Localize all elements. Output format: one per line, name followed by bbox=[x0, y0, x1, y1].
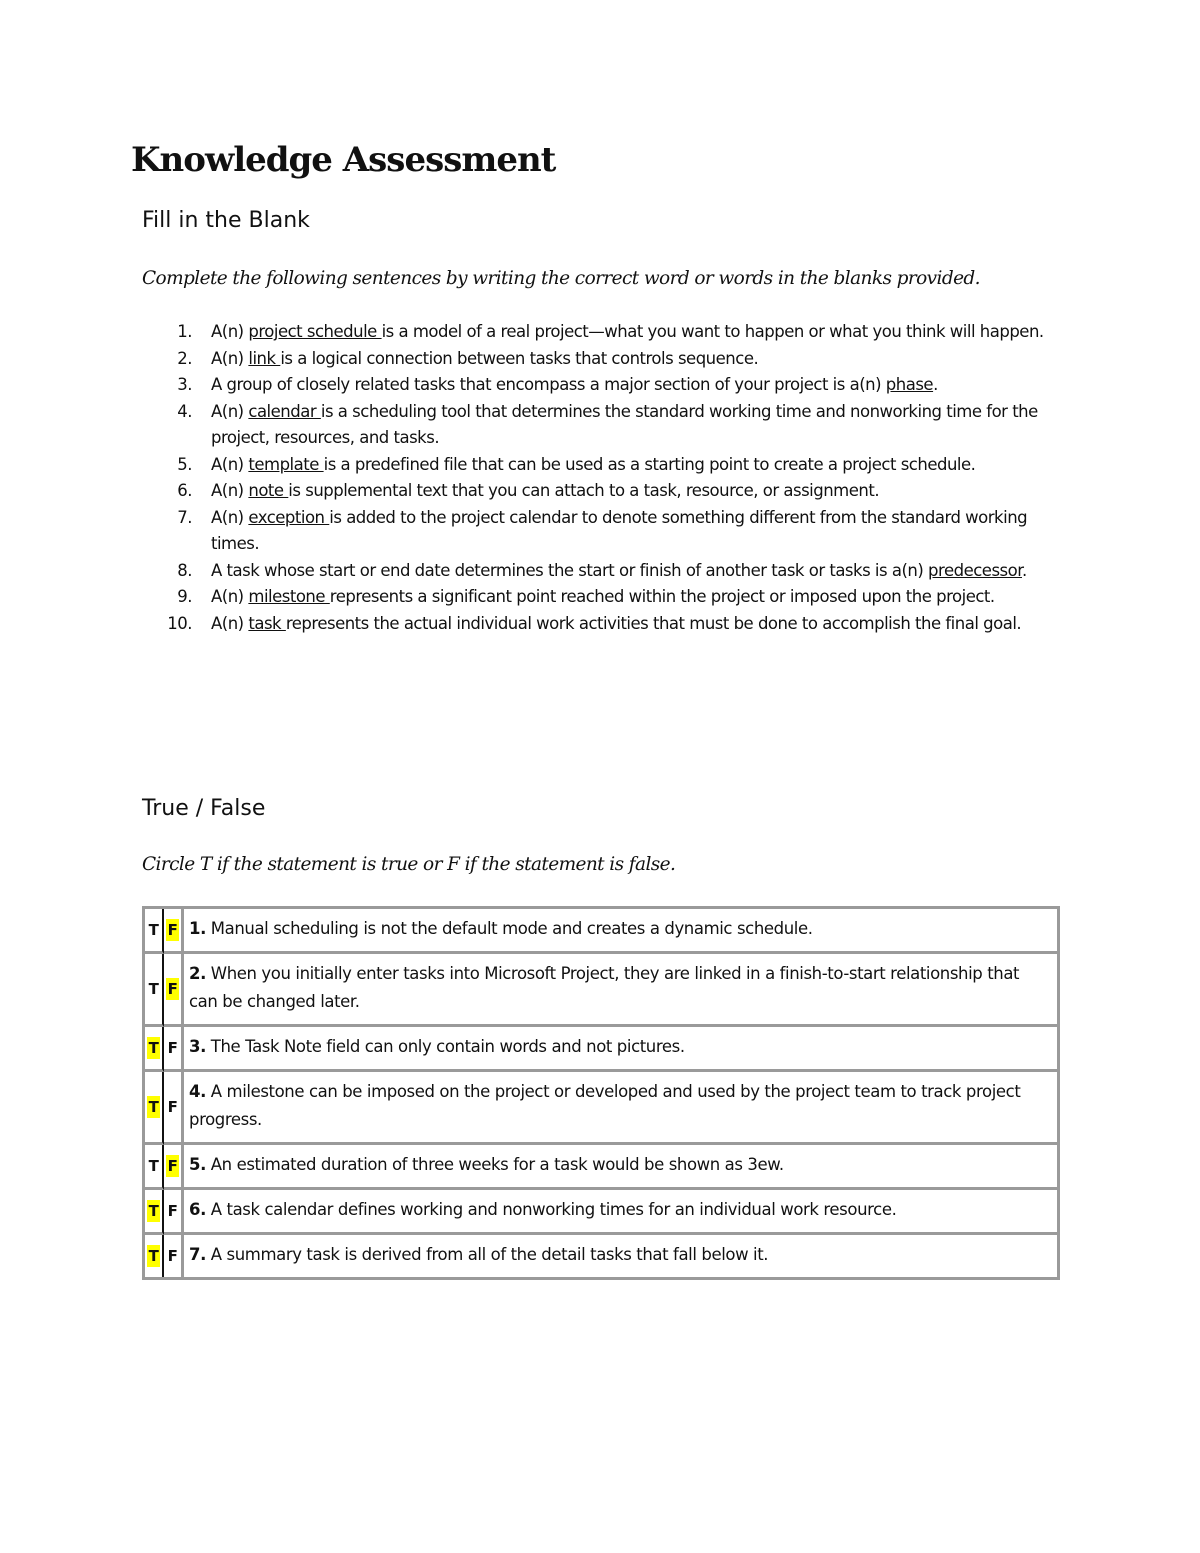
list-item bbox=[160, 478, 1070, 505]
item-number: 4. bbox=[177, 401, 192, 421]
list-item bbox=[160, 399, 1070, 452]
answer-blank: note bbox=[248, 481, 289, 500]
list-item bbox=[160, 505, 1070, 558]
false-option[interactable]: F bbox=[167, 921, 178, 939]
true-option-cell[interactable] bbox=[145, 1145, 164, 1190]
tf-row bbox=[145, 954, 1057, 1027]
item-text: A(n) bbox=[211, 481, 249, 500]
statement-text: A summary task is derived from all of the detail tasks that fall below it. bbox=[205, 1245, 769, 1264]
item-text: A group of closely related tasks that encompass a major section of your project is a(n) bbox=[211, 375, 886, 394]
true-option[interactable]: T bbox=[148, 1157, 159, 1175]
true-option[interactable]: T bbox=[148, 1039, 159, 1057]
item-text: A(n) bbox=[211, 613, 249, 633]
statement-cell bbox=[184, 954, 1057, 1027]
tf-row bbox=[145, 909, 1057, 954]
false-option-cell[interactable] bbox=[164, 1235, 184, 1277]
list-item bbox=[160, 558, 1070, 585]
answer-blank: exception bbox=[248, 507, 330, 527]
statement-text: An estimated duration of three weeks for a task would be shown as 3ew. bbox=[205, 1155, 784, 1174]
item-text: A(n) bbox=[211, 322, 249, 341]
false-option-cell[interactable] bbox=[164, 1145, 184, 1190]
fill-in-blank-instructions: Complete the following sentences by writing the correct word or words in the blanks provided. bbox=[142, 268, 980, 289]
page-title: Knowledge Assessment bbox=[131, 140, 556, 180]
statement-cell bbox=[184, 909, 1057, 954]
item-number: 6. bbox=[177, 481, 192, 500]
statement-cell bbox=[184, 1145, 1057, 1190]
item-number: 9. bbox=[177, 587, 192, 606]
item-number: 5. bbox=[177, 454, 192, 474]
true-false-table bbox=[142, 906, 1060, 1280]
item-number: 3. bbox=[177, 375, 192, 394]
list-item bbox=[160, 372, 1070, 399]
item-number: 1. bbox=[177, 322, 192, 341]
item-number: 10. bbox=[167, 613, 192, 633]
false-option-cell[interactable] bbox=[164, 1027, 184, 1072]
list-item bbox=[160, 611, 1070, 638]
false-option-cell[interactable] bbox=[164, 954, 184, 1027]
item-text: represents the actual individual work activities that must be done to accomplish the final goal. bbox=[285, 613, 1022, 633]
false-option-cell[interactable] bbox=[164, 1190, 184, 1235]
statement-text: Manual scheduling is not the default mode and creates a dynamic schedule. bbox=[205, 919, 813, 938]
item-text: A(n) bbox=[211, 587, 249, 606]
statement-number: 7. bbox=[189, 1245, 206, 1264]
true-false-heading: True / False bbox=[142, 796, 266, 821]
item-text: is a scheduling tool that determines the standard working time and nonworking time for the project, resources, and tasks. bbox=[211, 401, 1038, 447]
answer-blank: task bbox=[248, 613, 286, 633]
false-option-cell[interactable] bbox=[164, 1072, 184, 1145]
true-option-cell[interactable] bbox=[145, 1027, 164, 1072]
answer-blank: calendar bbox=[248, 401, 321, 421]
list-item bbox=[160, 584, 1070, 611]
item-text: A task whose start or end date determines the start or finish of another task or tasks is a(n) bbox=[211, 560, 929, 580]
statement-number: 3. bbox=[189, 1037, 206, 1056]
tf-row bbox=[145, 1190, 1057, 1235]
item-number: 8. bbox=[177, 560, 192, 580]
fill-in-blank-list bbox=[160, 319, 1070, 637]
statement-text: A task calendar defines working and nonworking times for an individual work resource. bbox=[205, 1200, 897, 1219]
tf-row bbox=[145, 1145, 1057, 1190]
item-text: A(n) bbox=[211, 348, 249, 368]
statement-text: The Task Note field can only contain words and not pictures. bbox=[205, 1037, 685, 1056]
tf-row bbox=[145, 1235, 1057, 1277]
false-option-cell[interactable] bbox=[164, 909, 184, 954]
tf-row bbox=[145, 1072, 1057, 1145]
item-text: . bbox=[1022, 560, 1027, 580]
answer-blank: predecessor bbox=[928, 560, 1022, 580]
item-text: A(n) bbox=[211, 401, 249, 421]
item-text: is a model of a real project—what you want to happen or what you think will happen. bbox=[381, 322, 1044, 341]
true-option-cell[interactable] bbox=[145, 1072, 164, 1145]
true-option[interactable]: T bbox=[148, 980, 159, 998]
statement-number: 6. bbox=[189, 1200, 206, 1219]
answer-blank: milestone bbox=[248, 587, 330, 606]
statement-cell bbox=[184, 1235, 1057, 1277]
item-text: . bbox=[933, 375, 938, 394]
false-option[interactable]: F bbox=[167, 1202, 178, 1220]
tf-row bbox=[145, 1027, 1057, 1072]
item-number: 7. bbox=[177, 507, 192, 527]
true-option-cell[interactable] bbox=[145, 909, 164, 954]
statement-cell bbox=[184, 1190, 1057, 1235]
true-option[interactable]: T bbox=[148, 1098, 159, 1116]
item-text: is supplemental text that you can attach to a task, resource, or assignment. bbox=[288, 481, 880, 500]
list-item bbox=[160, 346, 1070, 373]
true-option[interactable]: T bbox=[148, 921, 159, 939]
item-text: is added to the project calendar to denote something different from the standard working times. bbox=[211, 507, 1028, 553]
statement-number: 2. bbox=[189, 964, 206, 983]
statement-number: 5. bbox=[189, 1155, 206, 1174]
answer-blank: template bbox=[248, 454, 324, 474]
true-false-instructions: Circle T if the statement is true or F if the statement is false. bbox=[142, 854, 676, 875]
false-option[interactable]: F bbox=[167, 1247, 178, 1265]
item-text: represents a significant point reached within the project or imposed upon the project. bbox=[329, 587, 995, 606]
answer-blank: link bbox=[248, 348, 281, 368]
statement-number: 4. bbox=[189, 1082, 206, 1101]
true-option-cell[interactable] bbox=[145, 1235, 164, 1277]
true-option-cell[interactable] bbox=[145, 1190, 164, 1235]
answer-blank: project schedule bbox=[248, 322, 382, 341]
true-option[interactable]: T bbox=[148, 1202, 159, 1220]
item-number: 2. bbox=[177, 348, 192, 368]
answer-blank: phase bbox=[885, 375, 934, 394]
statement-cell bbox=[184, 1027, 1057, 1072]
true-option[interactable]: T bbox=[148, 1247, 159, 1265]
statement-text: A milestone can be imposed on the project or developed and used by the project team to track project progress. bbox=[189, 1082, 1021, 1129]
false-option[interactable]: F bbox=[167, 980, 178, 998]
item-text: A(n) bbox=[211, 454, 249, 474]
item-text: is a predefined file that can be used as a starting point to create a project schedule. bbox=[323, 454, 976, 474]
false-option[interactable]: F bbox=[167, 1157, 178, 1175]
list-item bbox=[160, 452, 1070, 479]
fill-in-blank-heading: Fill in the Blank bbox=[142, 208, 310, 233]
false-option[interactable]: F bbox=[167, 1098, 178, 1116]
true-option-cell[interactable] bbox=[145, 954, 164, 1027]
item-text: A(n) bbox=[211, 507, 249, 527]
false-option[interactable]: F bbox=[167, 1039, 178, 1057]
statement-number: 1. bbox=[189, 919, 206, 938]
statement-text: When you initially enter tasks into Microsoft Project, they are linked in a finish-to-start relationship that can be changed later. bbox=[189, 964, 1020, 1011]
statement-cell bbox=[184, 1072, 1057, 1145]
list-item bbox=[160, 319, 1070, 346]
item-text: is a logical connection between tasks that controls sequence. bbox=[280, 348, 759, 368]
